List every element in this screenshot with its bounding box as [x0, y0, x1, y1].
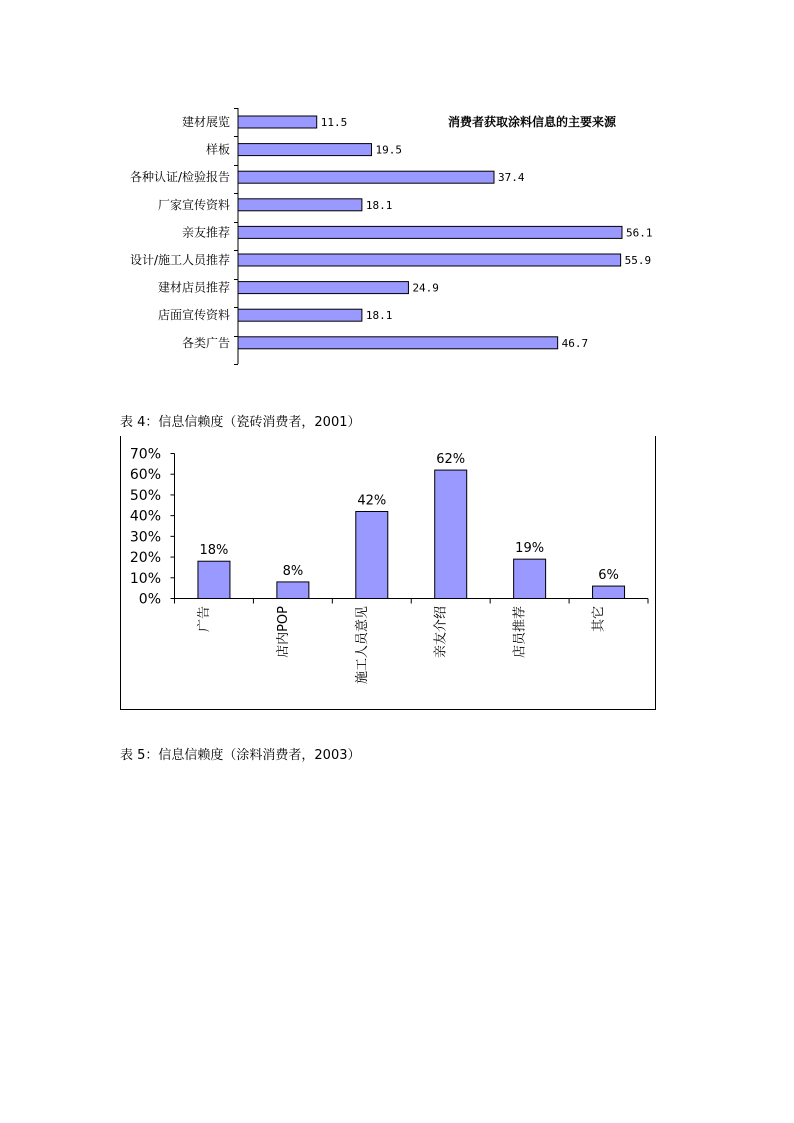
- category-label: 样板: [205, 142, 230, 157]
- data-label: 11.5: [320, 116, 348, 129]
- data-label: 18.1: [365, 198, 393, 212]
- category-label: 店员推荐: [512, 606, 528, 659]
- data-label: 56.1: [626, 226, 653, 240]
- bar: [593, 586, 625, 598]
- y-tick-label: 10%: [129, 570, 161, 587]
- category-label: 厂家宣传资料: [157, 197, 230, 212]
- bar: [198, 561, 230, 598]
- data-label: 24.9: [412, 281, 439, 295]
- data-label: 42%: [357, 493, 387, 509]
- data-label: 18.1: [365, 309, 393, 323]
- y-tick-label: 60%: [129, 467, 161, 484]
- data-label: 8%: [282, 563, 304, 579]
- bar: [356, 512, 388, 599]
- data-label: 19.5: [375, 143, 402, 157]
- category-label: 各类广告: [181, 335, 230, 350]
- category-label: 店面宣传资料: [157, 308, 230, 323]
- y-tick-label: 30%: [129, 529, 161, 546]
- data-label: 62%: [436, 452, 466, 468]
- chart-title: 消费者获取涂料信息的主要来源: [448, 115, 617, 129]
- data-label: 6%: [598, 568, 619, 584]
- category-label: 施工人员意见: [354, 606, 370, 685]
- data-label: 19%: [515, 541, 545, 557]
- category-label: 亲友介绍: [433, 606, 449, 659]
- y-tick-label: 50%: [129, 487, 161, 504]
- bar: [435, 470, 467, 598]
- category-label: 店内POP: [275, 606, 291, 658]
- category-label: 各种认证/检验报告: [129, 170, 230, 185]
- data-label: 18%: [199, 543, 229, 559]
- table5-caption: 表 5：信息信赖度（涂料消费者，2003）: [120, 748, 361, 763]
- y-tick-label: 20%: [129, 550, 161, 567]
- category-label: 建材展览: [181, 115, 230, 129]
- category-label: 广告: [196, 606, 212, 633]
- bar: [514, 559, 546, 598]
- category-label: 其它: [591, 606, 607, 633]
- y-tick-label: 40%: [129, 508, 161, 525]
- data-label: 46.7: [561, 336, 589, 350]
- table4-caption: 表 4：信息信赖度（瓷砖消费者，2001）: [120, 415, 361, 430]
- bar: [277, 582, 309, 599]
- category-label: 亲友推荐: [181, 225, 230, 240]
- category-label: 建材店员推荐: [157, 280, 230, 295]
- y-tick-label: 0%: [138, 591, 161, 608]
- category-label: 设计/施工人员推荐: [129, 253, 230, 267]
- data-label: 37.4: [498, 171, 525, 185]
- y-tick-label: 70%: [129, 446, 161, 463]
- data-label: 55.9: [624, 254, 652, 267]
